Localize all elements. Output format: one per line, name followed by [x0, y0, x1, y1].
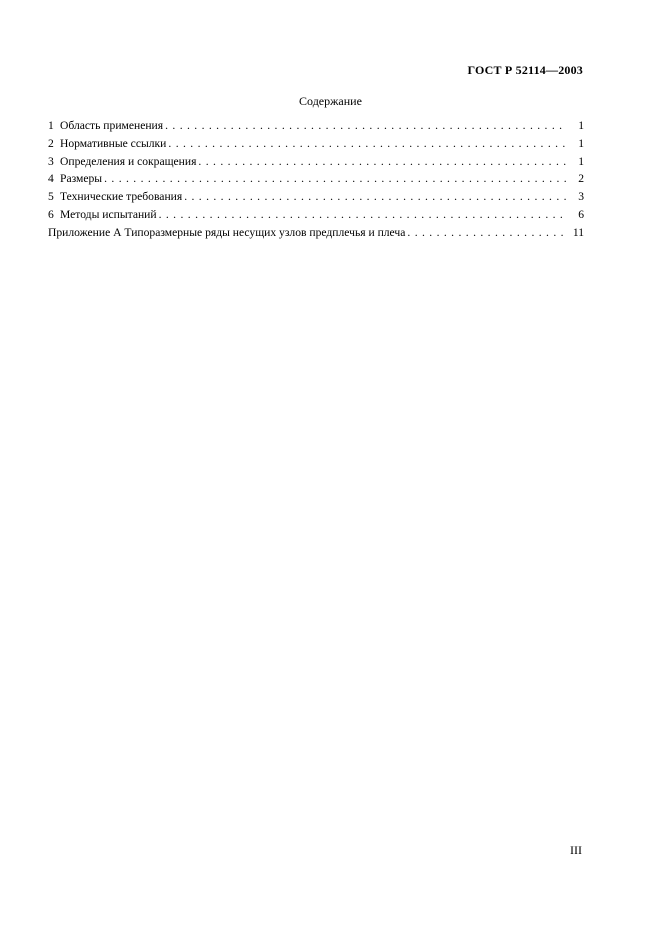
toc-leader-dots [407, 226, 566, 239]
toc-leader-dots [198, 155, 566, 168]
toc-entry-number: 4 [48, 172, 54, 186]
toc-entry-number: 5 [48, 190, 54, 204]
toc-entry-page: 1 [578, 154, 584, 168]
toc-title: Содержание [299, 94, 362, 108]
toc-entry-label: Технические требования [60, 190, 183, 204]
page-number: III [570, 843, 582, 857]
toc-entry-label: Методы испытаний [60, 207, 157, 221]
toc-entry-label: Приложение А Типоразмерные ряды несущих узлов предплечья и плеча [48, 225, 406, 239]
toc-entry-1[interactable] [48, 119, 584, 137]
toc-entry-page: 2 [578, 172, 584, 186]
toc-entry-page: 1 [578, 136, 584, 150]
toc-entry-number: 3 [48, 154, 54, 168]
toc-entry-page: 6 [578, 207, 584, 221]
toc-entry-4[interactable] [48, 172, 584, 190]
toc-entry-label: Область применения [60, 119, 164, 132]
toc-entry-appendix-a[interactable] [48, 226, 584, 244]
toc-leader-dots [104, 172, 566, 185]
toc-entry-page: 1 [578, 119, 584, 132]
toc-leader-dots [168, 137, 566, 150]
standard-code: ГОСТ Р 52114—2003 [467, 63, 583, 77]
toc-entry-page: 11 [572, 225, 584, 239]
toc-leader-dots [165, 119, 566, 132]
table-of-contents [48, 119, 584, 244]
toc-leader-dots [184, 190, 566, 203]
toc-entry-number: 2 [48, 136, 54, 150]
toc-entry-6[interactable] [48, 208, 584, 226]
toc-entry-number: 1 [48, 119, 54, 132]
toc-entry-2[interactable] [48, 137, 584, 155]
toc-entry-label: Определения и сокращения [60, 154, 197, 168]
toc-entry-number: 6 [48, 207, 54, 221]
toc-entry-page: 3 [578, 190, 584, 204]
toc-entry-3[interactable] [48, 155, 584, 173]
toc-leader-dots [159, 208, 566, 221]
toc-entry-5[interactable] [48, 190, 584, 208]
toc-entry-label: Размеры [60, 172, 103, 186]
toc-entry-label: Нормативные ссылки [60, 136, 167, 150]
